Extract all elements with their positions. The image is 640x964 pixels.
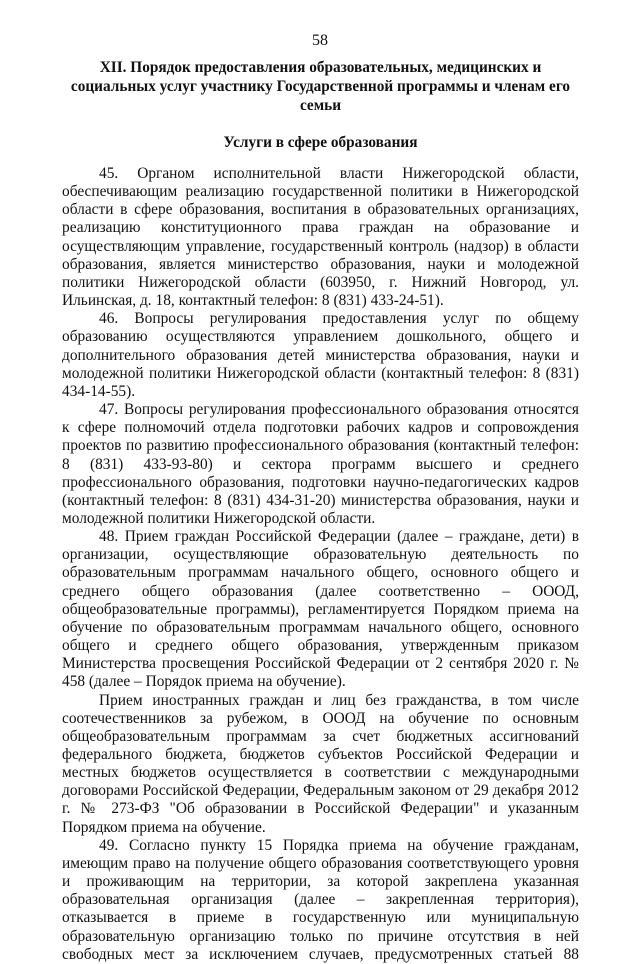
subheading: Услуги в сфере образования xyxy=(223,134,418,151)
paragraph-45: 45. Органом исполнительной власти Нижегородской области, обеспечивающим реализацию государственной политики в Нижегородской области в сфере образования, воспитания в образовательных организациях, реализацию конституционного права граждан на образование и осуществляющим управление, государственный контроль (надзор) в области образования, является министерство образования, науки и молодежной политики Нижегородской области (603950, г. Нижний Новгород, ул. Ильинская, д. 18, контактный телефон: 8 (831) 433-24-51). xyxy=(62,165,579,310)
paragraph-47: 47. Вопросы регулирования профессионального образования относятся к сфере полномочий отдела подготовки рабочих кадров и сопровождения проектов по развитию профессионального образования (контактный телефон: 8 (831) 433-93-80) и сектора программ высшего и среднего профессионального образования, подготовки научно-педагогических кадров (контактный телефон: 8 (831) 434-31-20) министерства образования, науки и молодежной политики Нижегородской области. xyxy=(62,401,579,527)
paragraph-48-continued: Прием иностранных граждан и лиц без гражданства, в том числе соотечественников за рубежом, в ОООД на обучение по основным общеобразовательным программам за счет бюджетных ассигнований федерального бюджета, бюджетов субъектов Российской Федерации и местных бюджетов осуществляется в соответствии с международными договорами Российской Федерации, Федеральным законом от 29 декабря 2012 г. № 273-ФЗ "Об образовании в Российской Федерации" и указанным Порядком приема на обучение. xyxy=(62,691,579,836)
section-heading: XII. Порядок предоставления образовательных, медицинских и социальных услуг участнику Государственной программы и членам его семьи xyxy=(70,59,571,114)
page-number: 58 xyxy=(312,32,328,49)
page-body xyxy=(62,58,579,964)
paragraph-49: 49. Согласно пункту 15 Порядка приема на обучение гражданам, имеющим право на получение общего образования соответствующего уровня и проживающим на территории, за которой закреплена указанная образовательная организация (далее – закрепленная территория), отказывается в приеме в государственную или муниципальную образовательную организацию только по причине отсутствия в ней свободных мест за исключением случаев, предусмотренных статьей 88 xyxy=(62,836,579,963)
paragraph-46: 46. Вопросы регулирования предоставления услуг по общему образованию осуществляются управлением дошкольного, общего и дополнительного образования детей министерства образования, науки и молодежной политики Нижегородской области (контактный телефон: 8 (831) 434-14-55). xyxy=(62,310,579,400)
paragraph-48: 48. Прием граждан Российской Федерации (далее – граждане, дети) в организации, осуществляющие образовательную деятельность по образовательным программам начального общего, основного общего и среднего общего образования (далее соответственно – ОООД, общеобразовательные программы), регламентируется Порядком приема на обучение по образовательным программам начального общего, основного общего и среднего общего образования, утвержденным приказом Министерства просвещения Российской Федерации от 2 сентября 2020 г. № 458 (далее – Порядок приема на обучение). xyxy=(62,528,579,691)
